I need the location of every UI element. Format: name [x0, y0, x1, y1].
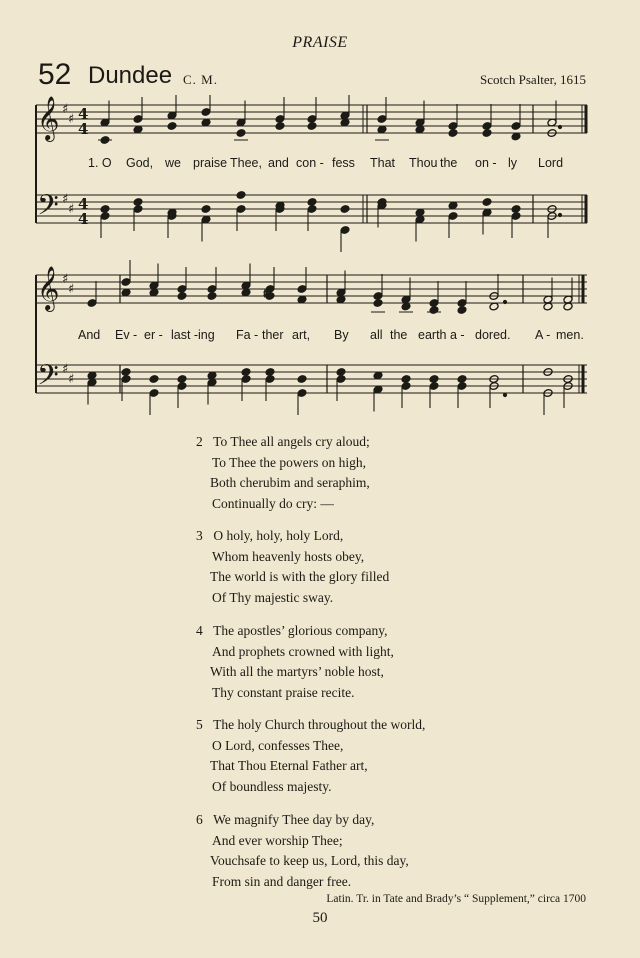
- lyric-syllable: dored.: [475, 328, 511, 342]
- note-head: [149, 375, 159, 384]
- note-head: [482, 129, 492, 138]
- stanza-number: 2: [196, 434, 203, 449]
- lyric-syllable: we: [165, 156, 181, 170]
- lyric-syllable: and: [268, 156, 289, 170]
- treble-clef-icon: 𝄞: [37, 266, 60, 310]
- note-head: [373, 299, 383, 308]
- translation-credit: Latin. Tr. in Tate and Brady’s “ Supplement,” circa 1700: [326, 893, 586, 905]
- lyric-syllable: ther: [262, 328, 284, 342]
- lyric-syllable: art,: [292, 328, 311, 342]
- stanza-number: 3: [196, 528, 203, 543]
- treble-clef-icon: 𝄞: [37, 96, 60, 140]
- note-head: [307, 198, 317, 207]
- key-sharp-icon: ♯: [62, 362, 69, 377]
- lyrics-line-1: [0, 156, 640, 174]
- note-head: [275, 122, 285, 131]
- note-head: [241, 368, 251, 377]
- stanza-2: 2 To Thee all angels cry aloud; To Thee the powers on high, Both cherubim and seraphim, Continually do cry: —: [196, 434, 370, 511]
- note-head: [448, 129, 458, 138]
- augmentation-dot: [558, 213, 561, 216]
- lyric-syllable: ing: [198, 328, 215, 342]
- lyric-syllable: Thee,: [230, 156, 262, 170]
- lyric-syllable: all: [370, 328, 383, 342]
- key-sharp-icon: ♯: [68, 282, 75, 297]
- stanza-5: 5 The holy Church throughout the world, O Lord, confesses Thee, That Thou Eternal Father art, Of boundless majesty.: [196, 717, 426, 794]
- time-signature-top: 4: [78, 105, 89, 123]
- note-head: [457, 375, 467, 384]
- note-head: [482, 198, 492, 207]
- lyric-syllable: the: [440, 156, 458, 170]
- note-head: [236, 191, 246, 200]
- lyric-syllable: And: [78, 328, 101, 342]
- note-head: [177, 292, 187, 301]
- section-title: PRAISE: [292, 34, 348, 51]
- note-head: [121, 368, 131, 377]
- lyrics-line-2: [0, 328, 640, 346]
- meter: C. M.: [183, 72, 218, 87]
- note-head: [336, 368, 346, 377]
- composer-credit: Scotch Psalter, 1615: [480, 72, 586, 87]
- note-head: [297, 375, 307, 384]
- augmentation-dot: [503, 300, 506, 303]
- lyric-syllable: Ev -: [115, 328, 138, 342]
- stanza-6: 6 We magnify Thee day by day, And ever worship Thee; Vouchsafe to keep us, Lord, this day, From sin and danger free.: [196, 812, 409, 889]
- lyric-syllable: on -: [475, 156, 497, 170]
- key-sharp-icon: ♯: [62, 102, 69, 117]
- lyric-syllable: last -: [171, 328, 199, 342]
- note-head: [265, 368, 275, 377]
- lyric-syllable: Thou: [409, 156, 438, 170]
- note-head: [201, 205, 211, 214]
- lyric-syllable: By: [334, 328, 349, 342]
- time-signature-top: 4: [78, 195, 89, 213]
- lyric-syllable: men.: [556, 328, 584, 342]
- tune-name: Dundee: [88, 62, 173, 89]
- hymn-number: 52: [38, 58, 72, 91]
- lyric-syllable: fess: [332, 156, 355, 170]
- note-head: [100, 205, 110, 214]
- note-head: [307, 122, 317, 131]
- lyric-syllable: That: [370, 156, 396, 170]
- lyric-syllable: A -: [535, 328, 551, 342]
- time-signature-bottom: 4: [78, 120, 89, 138]
- note-head: [100, 136, 110, 145]
- stanza-number: 4: [196, 623, 203, 638]
- note-head: [457, 306, 467, 315]
- bass-clef-icon: 𝄢: [37, 359, 59, 399]
- key-sharp-icon: ♯: [68, 202, 75, 217]
- note-head: [177, 375, 187, 384]
- bass-clef-icon: 𝄢: [37, 189, 59, 229]
- lyric-syllable: Fa -: [236, 328, 259, 342]
- page-number: 50: [312, 910, 328, 926]
- key-sharp-icon: ♯: [68, 112, 75, 127]
- lyric-syllable: praise: [193, 156, 228, 170]
- stanza-number: 6: [196, 812, 203, 827]
- lyric-syllable: the: [390, 328, 408, 342]
- accidental-sharp-icon: ♯: [263, 287, 269, 300]
- note-head: [401, 375, 411, 384]
- note-head: [429, 306, 439, 315]
- stanza-number: 5: [196, 717, 203, 732]
- key-sharp-icon: ♯: [62, 192, 69, 207]
- note-head: [133, 198, 143, 207]
- lyric-syllable: earth: [418, 328, 447, 342]
- lyric-syllable: er -: [144, 328, 163, 342]
- note-head: [511, 205, 521, 214]
- lyric-syllable: con -: [296, 156, 324, 170]
- augmentation-dot: [503, 393, 506, 396]
- music-score: [0, 95, 640, 425]
- lyric-syllable: a -: [450, 328, 465, 342]
- note-head: [340, 205, 350, 214]
- note-head: [429, 375, 439, 384]
- augmentation-dot: [558, 125, 561, 128]
- lyric-syllable: God,: [126, 156, 154, 170]
- lyric-syllable: ly: [508, 156, 518, 170]
- key-sharp-icon: ♯: [62, 272, 69, 287]
- note-head: [236, 129, 246, 138]
- lyric-syllable: Lord: [538, 156, 564, 170]
- note-head: [207, 292, 217, 301]
- time-signature-bottom: 4: [78, 210, 89, 228]
- stanza-4: 4 The apostles’ glorious company, And prophets crowned with light, With all the martyrs’ noble host, Thy constant praise recite.: [196, 623, 394, 700]
- note-head: [167, 122, 177, 131]
- stanza-3: 3 O holy, holy, holy Lord, Whom heavenly hosts obey, The world is with the glory filled Of Thy majestic sway.: [196, 528, 390, 605]
- key-sharp-icon: ♯: [68, 372, 75, 387]
- lyric-syllable: 1. O: [88, 156, 112, 170]
